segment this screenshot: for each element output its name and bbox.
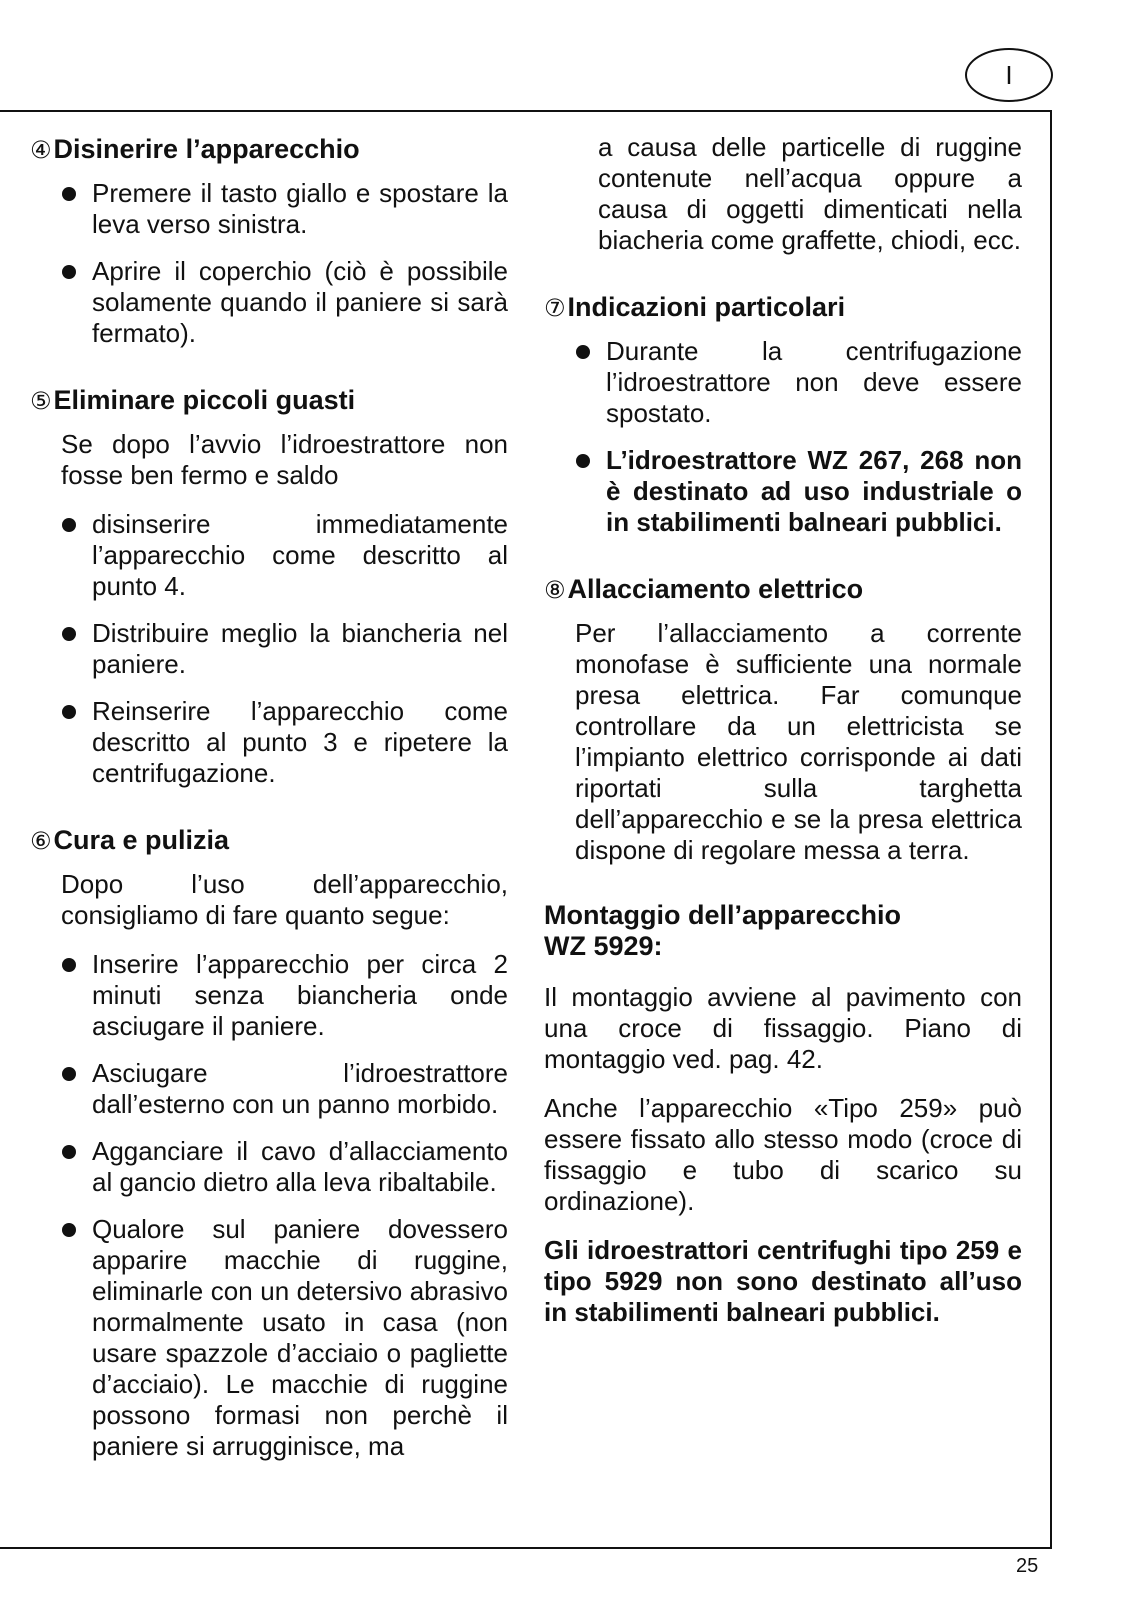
bullet-icon bbox=[62, 265, 76, 279]
bullet-icon bbox=[62, 705, 76, 719]
section-7-title: Indicazioni particolari bbox=[567, 292, 846, 322]
list-item: Qualore sul paniere dovessero apparire macchie di ruggine, eliminarle con un detersivo abrasivo normalmente usato in casa (non usare spazzole d’acciaio o pagliette d’acciaio). Le macchie di ruggine possono formasi non perchè il paniere si arrugginisce, ma bbox=[92, 1214, 508, 1462]
top-rule bbox=[0, 110, 1052, 112]
bullet-icon bbox=[62, 958, 76, 972]
bullet-icon bbox=[62, 187, 76, 201]
section-4-list bbox=[30, 178, 508, 349]
mounting-title-line-2: WZ 5929: bbox=[544, 931, 663, 961]
list-item: Reinserire l’apparecchio come descritto al punto 3 e ripetere la centrifugazione. bbox=[92, 696, 508, 789]
section-6-heading bbox=[30, 823, 508, 859]
list-item: Aprire il coperchio (ciò è possibile solamente quando il paniere si sarà fermato). bbox=[92, 256, 508, 349]
section-5-list bbox=[30, 509, 508, 789]
mounting-warning: Gli idroestrattori centrifughi tipo 259 e tipo 5929 non sono destinato all’uso in stabilimenti balneari pubblici. bbox=[544, 1235, 1022, 1327]
bullet-icon bbox=[62, 1223, 76, 1237]
section-4-number: ④ bbox=[30, 137, 52, 164]
section-6-list bbox=[30, 949, 508, 1462]
bullet-icon bbox=[62, 518, 76, 532]
section-8-title: Allacciamento elettrico bbox=[567, 574, 864, 604]
section-6-title: Cura e pulizia bbox=[53, 825, 230, 855]
section-7-number: ⑦ bbox=[544, 295, 566, 322]
language-badge bbox=[965, 48, 1053, 102]
section-5-title: Eliminare piccoli guasti bbox=[53, 385, 356, 415]
right-column bbox=[544, 132, 1022, 1346]
section-8-heading bbox=[544, 572, 1022, 608]
list-item: disinserire immediatamente l’apparecchio come descritto al punto 4. bbox=[92, 509, 508, 602]
list-item: Durante la centrifugazione l’idroestrattore non deve essere spostato. bbox=[606, 336, 1022, 429]
mounting-paragraph-1: Il montaggio avviene al pavimento con una croce di fissaggio. Piano di montaggio ved. pag. 42. bbox=[544, 982, 1022, 1074]
section-7-heading bbox=[544, 290, 1022, 326]
section-4-title: Disinerire l’apparecchio bbox=[53, 134, 360, 164]
left-column bbox=[30, 132, 508, 1480]
section-7-list bbox=[544, 336, 1022, 538]
list-item: Agganciare il cavo d’allacciamento al gancio dietro alla leva ribaltabile. bbox=[92, 1136, 508, 1198]
bullet-icon bbox=[62, 1145, 76, 1159]
continued-paragraph: a causa delle particelle di ruggine contenute nell’acqua oppure a causa di oggetti dimenticati nella biacheria come graffette, chiodi, ecc. bbox=[598, 132, 1022, 255]
mounting-title-line-1: Montaggio dell’apparecchio bbox=[544, 900, 902, 930]
list-item-warning: L’idroestrattore WZ 267, 268 non è destinato ad uso industriale o in stabilimenti balneari pubblici. bbox=[606, 445, 1022, 538]
section-4-heading bbox=[30, 132, 508, 168]
mounting-heading bbox=[544, 900, 1022, 962]
list-item: Asciugare l’idroestrattore dall’esterno con un panno morbido. bbox=[92, 1058, 508, 1120]
section-6-number: ⑥ bbox=[30, 828, 52, 855]
list-item: Inserire l’apparecchio per circa 2 minuti senza biancheria onde asciugare il paniere. bbox=[92, 949, 508, 1042]
mounting-paragraph-2: Anche l’apparecchio «Tipo 259» può essere fissato allo stesso modo (croce di fissaggio e tubo di scarico su ordinazione). bbox=[544, 1093, 1022, 1216]
section-6-intro: Dopo l’uso dell’apparecchio, consigliamo di fare quanto segue: bbox=[61, 869, 508, 930]
bottom-rule bbox=[0, 1547, 1052, 1549]
bullet-icon bbox=[62, 1067, 76, 1081]
list-item: Distribuire meglio la biancheria nel paniere. bbox=[92, 618, 508, 680]
list-item: Premere il tasto giallo e spostare la leva verso sinistra. bbox=[92, 178, 508, 240]
section-5-heading bbox=[30, 383, 508, 419]
bullet-icon bbox=[576, 454, 590, 468]
bullet-icon bbox=[576, 345, 590, 359]
language-badge-label: I bbox=[1005, 59, 1013, 90]
section-8-body: Per l’allacciamento a corrente monofase è sufficiente una normale presa elettrica. Far comunque controllare da un elettricista se l’impianto elettrico corrisponde ai dati riportati sulla targhetta dell’apparecchio e se la presa elettrica dispone di regolare messa a terra. bbox=[575, 618, 1022, 865]
section-5-number: ⑤ bbox=[30, 388, 52, 415]
bullet-icon bbox=[62, 627, 76, 641]
page-number: 25 bbox=[1016, 1555, 1039, 1577]
section-8-number: ⑧ bbox=[544, 577, 566, 604]
section-5-intro: Se dopo l’avvio l’idroestrattore non fosse ben fermo e saldo bbox=[61, 429, 508, 490]
right-rule bbox=[1050, 110, 1052, 1548]
